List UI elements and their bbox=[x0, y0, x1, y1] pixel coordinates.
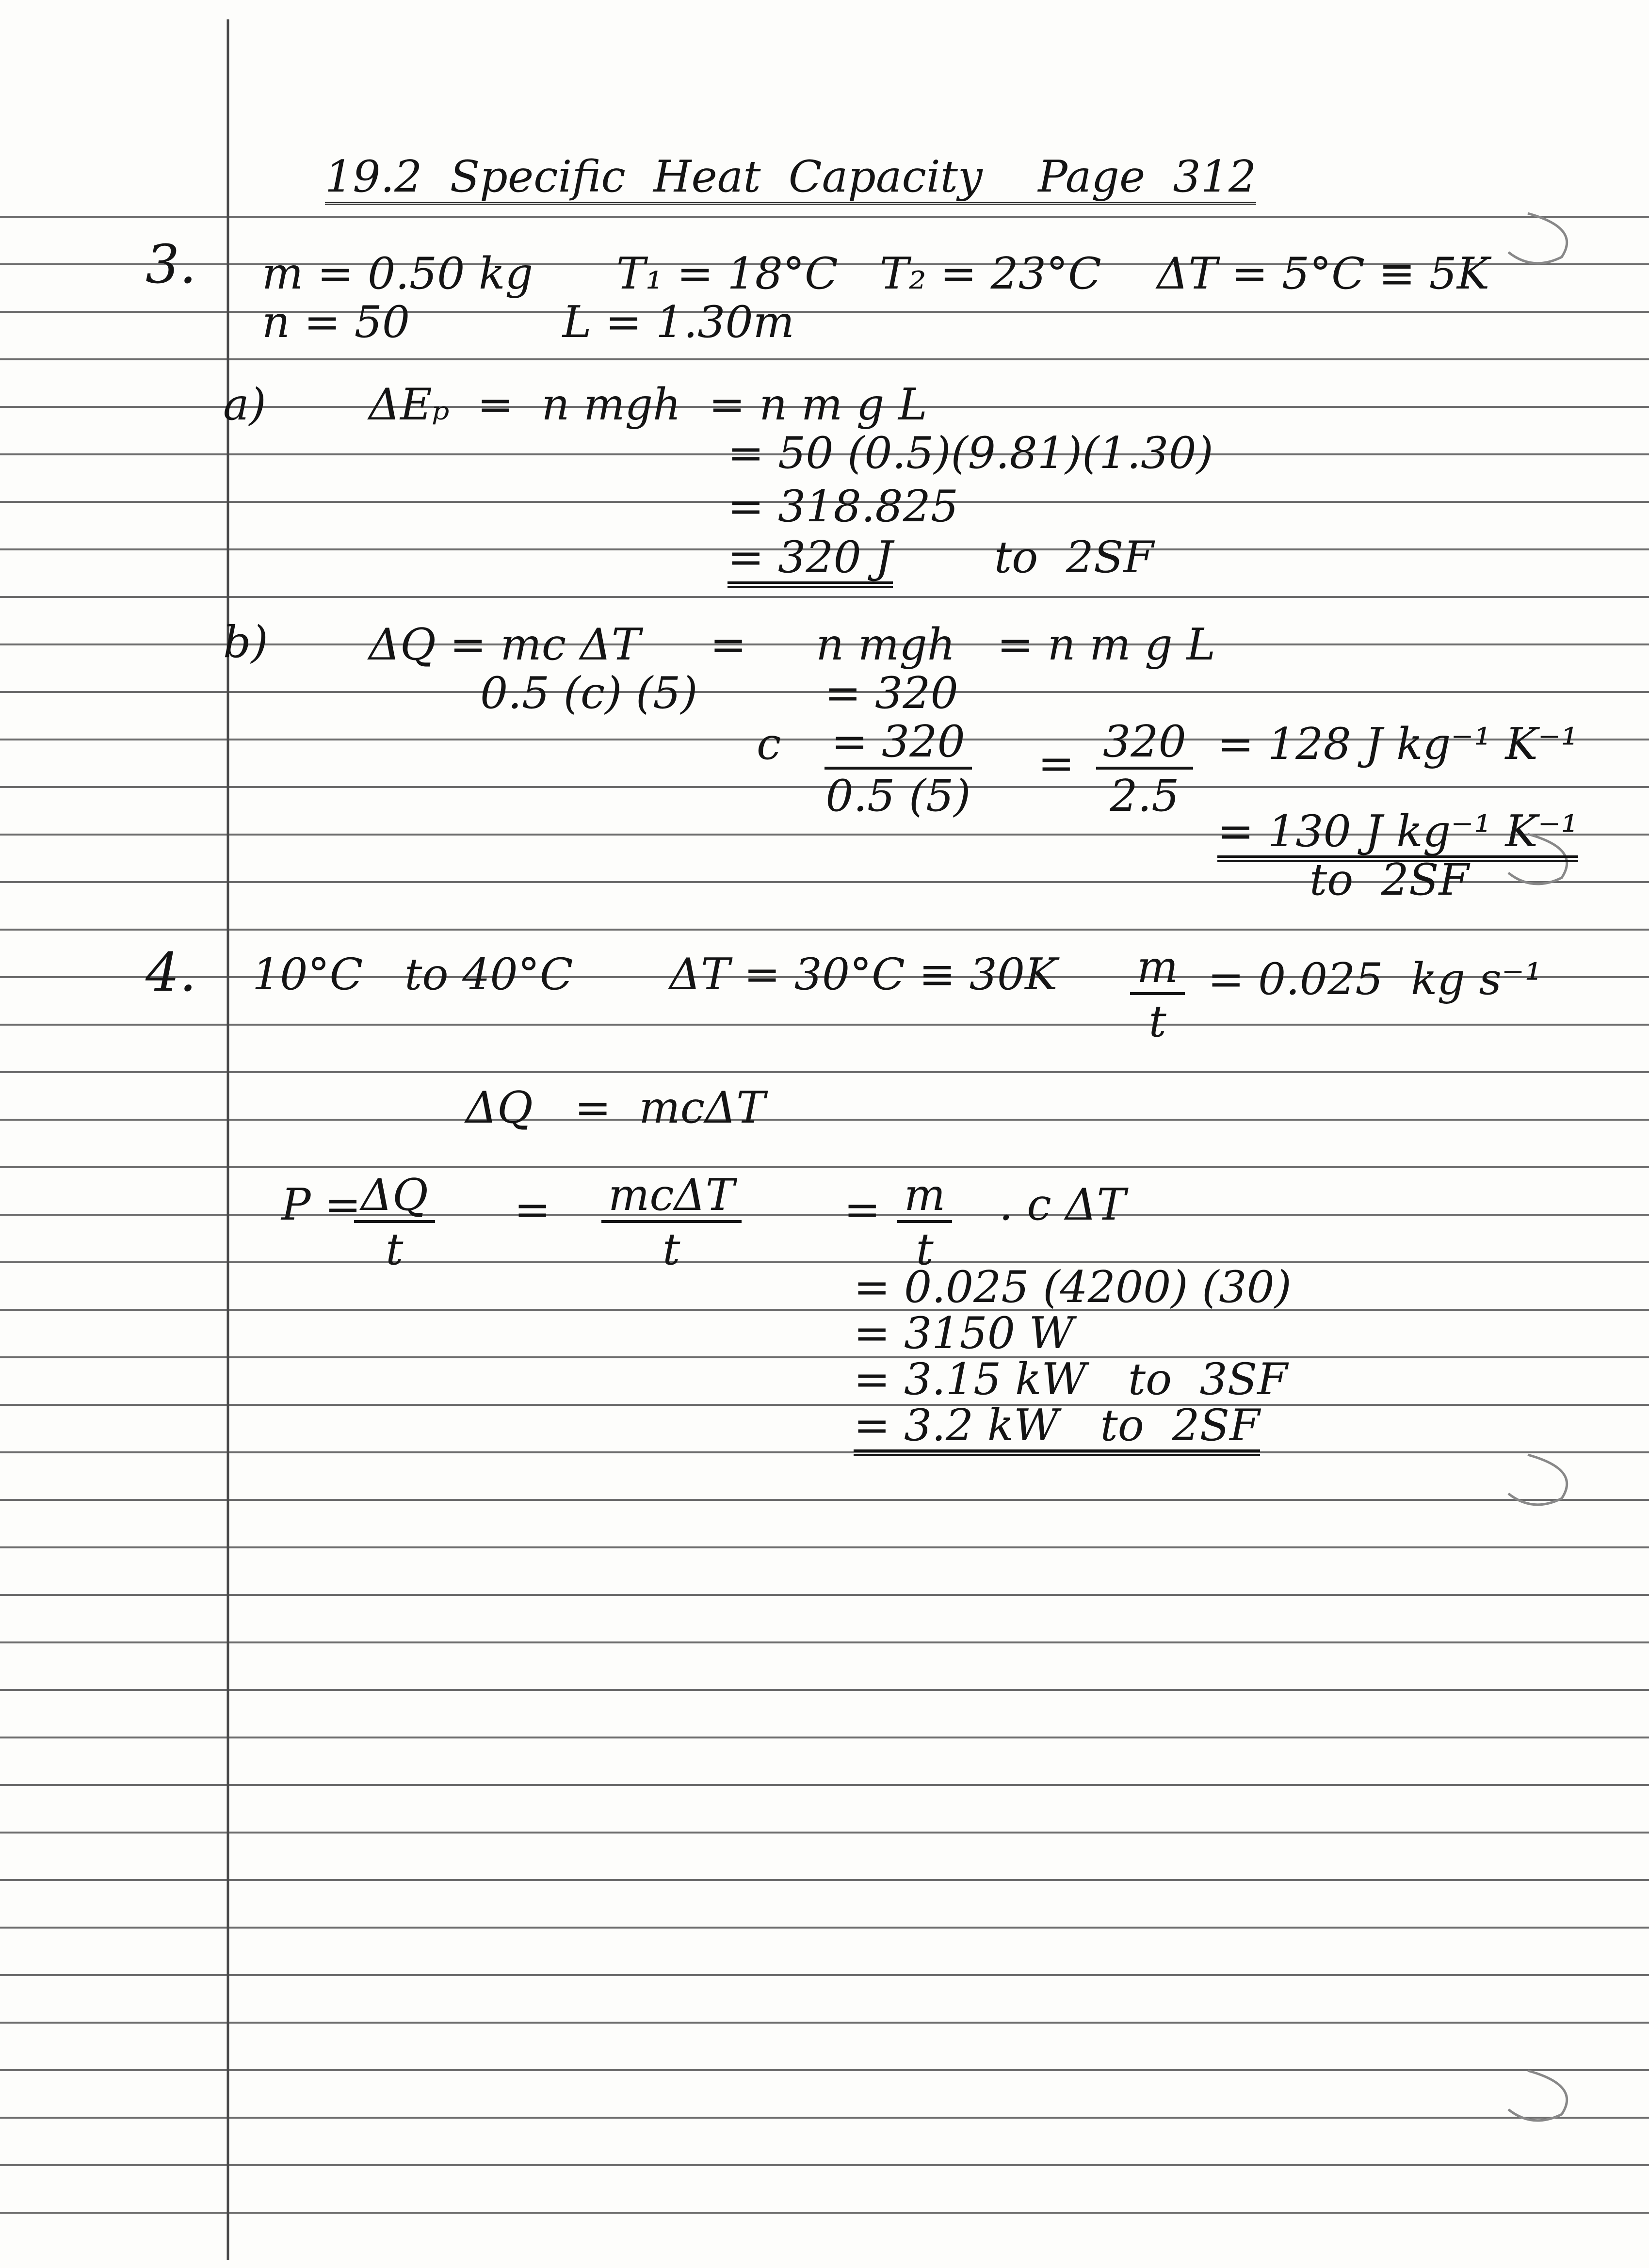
q3-given-line1: m = 0.50 kg T₁ = 18°C T₂ = 23°C ΔT = 5°C ≡ 5K bbox=[262, 248, 1490, 299]
page-title: 19.2 Specific Heat Capacity Page 312 bbox=[325, 155, 1256, 205]
q4-rate-value: = 0.025 kg s⁻¹ bbox=[1208, 954, 1542, 1005]
q3b-fraction-1 bbox=[824, 716, 972, 821]
q4-power-equals-2: = bbox=[844, 1184, 881, 1235]
q3b-fraction-2 bbox=[1096, 716, 1193, 821]
q4-value-kw: = 3.15 kW to 3SF bbox=[854, 1354, 1288, 1405]
q4-substitution: = 0.025 (4200) (30) bbox=[854, 1262, 1292, 1313]
q4-power-fraction-2-num: mcΔT bbox=[601, 1174, 742, 1223]
q4-power-fraction-2 bbox=[601, 1170, 742, 1275]
q4-power-fraction-3-den: t bbox=[916, 1224, 934, 1275]
q3b-precision: to 2SF bbox=[1310, 854, 1469, 905]
q3b-fraction-1-den: 0.5 (5) bbox=[825, 771, 971, 821]
q3b-equals-1: = bbox=[1038, 738, 1075, 789]
q4-rate-num: m bbox=[1130, 946, 1185, 995]
q3b-c-symbol: c bbox=[757, 719, 781, 770]
q3-number: 3. bbox=[146, 233, 196, 295]
q4-power-tail: . c ΔT bbox=[999, 1179, 1126, 1230]
q4-heat-equation: ΔQ = mcΔT bbox=[466, 1082, 766, 1133]
q3a-substitution: = 50 (0.5)(9.81)(1.30) bbox=[728, 428, 1213, 479]
q4-power-symbol: P = bbox=[281, 1179, 361, 1230]
q4-rate-den: t bbox=[1148, 996, 1166, 1047]
q3b-value: = 320 bbox=[824, 668, 958, 719]
q4-number: 4. bbox=[146, 941, 196, 1003]
q4-power-fraction-3-num: m bbox=[897, 1174, 952, 1223]
q4-value-w: = 3150 W bbox=[854, 1308, 1074, 1359]
q4-power-fraction-3 bbox=[897, 1170, 952, 1275]
q3b-fraction-2-num: 320 bbox=[1096, 720, 1193, 770]
q3a-precision: to 2SF bbox=[994, 532, 1154, 583]
q3a-label: a) bbox=[223, 379, 266, 430]
q3b-label: b) bbox=[223, 617, 268, 668]
q4-power-fraction-1-num: ΔQ bbox=[354, 1174, 435, 1223]
q3a-equation: ΔEₚ = n mgh = n m g L bbox=[369, 379, 927, 430]
q3a-value: = 318.825 bbox=[728, 481, 959, 532]
q3b-answer: = 130 J kg⁻¹ K⁻¹ bbox=[1217, 810, 1578, 862]
q3b-fraction-1-num: = 320 bbox=[824, 720, 972, 770]
q3a-answer: = 320 J bbox=[728, 536, 893, 588]
q4-rate-fraction bbox=[1130, 942, 1185, 1047]
q4-delta-t: ΔT = 30°C ≡ 30K bbox=[669, 949, 1058, 1000]
q4-power-fraction-2-den: t bbox=[663, 1224, 680, 1275]
q3b-fraction-2-den: 2.5 bbox=[1110, 771, 1180, 821]
q4-power-fraction-1-den: t bbox=[386, 1224, 404, 1275]
q3b-equation: ΔQ = mc ΔT = n mgh = n m g L bbox=[369, 619, 1216, 670]
q3-given-line2: n = 50 L = 1.30m bbox=[262, 297, 794, 348]
q4-answer: = 3.2 kW to 2SF bbox=[854, 1404, 1260, 1456]
q3b-substitution: 0.5 (c) (5) bbox=[480, 668, 698, 719]
q4-range: 10°C to 40°C bbox=[252, 949, 573, 1000]
q4-power-equals-1: = bbox=[514, 1184, 551, 1235]
q4-power-fraction-1 bbox=[354, 1170, 435, 1275]
q3b-result: = 128 J kg⁻¹ K⁻¹ bbox=[1217, 719, 1579, 770]
